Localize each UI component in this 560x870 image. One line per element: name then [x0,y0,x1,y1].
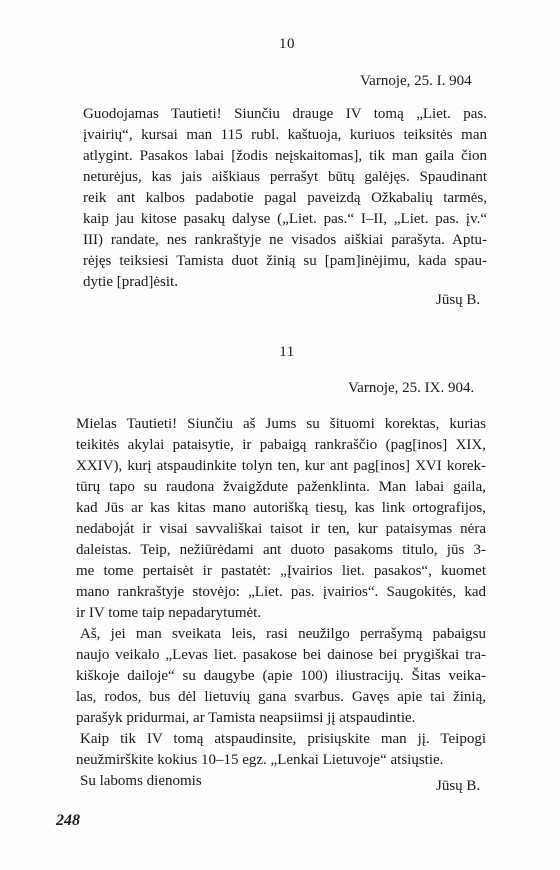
text-line: Su laboms dienomis [80,773,202,789]
text-line: parašyk pridurmai, ar Tamista neapsiimsi jį atspaudintie. [76,710,416,726]
letter-body [83,104,487,293]
text-line: teikitės akylai pataisytie, ir pabaigą rankraščio (pag[inos] XIX, [76,437,486,453]
page-number: 248 [56,812,80,829]
text-line: atlygint. Pasakos labai [žodis neįskaitomas], tik man gaila čion [83,148,487,164]
text-line: kad Jūs ar kas kitas mano autorišką tiesų, kas link ortografijos, [76,500,486,516]
text-line: III) randate, nes rankraštyje ne visados aiškiai parašyta. Aptu- [83,232,487,248]
text-line: įvairių“, kursai man 115 rubl. kaštuoja, kuriuos teiksitės man [83,127,487,143]
text-line: Mielas Tautieti! Siunčiu aš Jums su šituomi korektas, kurias [76,416,486,432]
text-line: ir IV tome taip nepadarytumėt. [76,605,262,621]
text-line: mano rankraštyje stovėjo: „Liet. pas. įvairios“. Saugokitės, kad [76,584,486,600]
text-line: kaip jau kitose pasakų dalyse („Liet. pas.“ I–II, „Liet. pas. įv.“ [83,211,487,227]
signature: Jūsų B. [436,292,481,308]
text-line: me tome pertaisėt ir pastatėt: „Įvairios liet. pasakos“, kuomet [76,563,486,579]
text-line: dytie [prad]ėsit. [83,274,178,290]
text-line: daleistas. Teip, nežiūrėdami ant duoto pasakoms titulo, jūs 3- [76,542,486,558]
text-line: rėjęs teiksiesi Tamista duot žinią su [pam]inėjimu, kada spau- [83,253,487,269]
text-line: XXIV), kurį atspaudinkite tolyn ten, kur ant pag[inos] XVI korek- [76,458,486,474]
text-line: Aš, jei man sveikata leis, rasi neužilgo perrašymą pabaigsu [80,626,486,642]
text-line: las, rodos, bus dėl lietuvių gana svarbus. Gavęs apie tai žinią, [76,689,486,705]
letter-body [76,414,486,792]
signature: Jūsų B. [436,778,481,794]
text-line: reik ant kalbos padabotie pagal paveizdą Ožkabalių tarmės, [83,190,487,206]
text-line: Kaip tik IV tomą atspaudinsite, prisiųskite man jį. Teipogi [80,731,486,747]
letter-number: 10 [279,36,295,52]
letter-place-date: Varnoje, 25. IX. 904. [348,380,475,396]
text-line: neturėjus, kas jais aiškiaus perrašyt būtų galėjęs. Spaudinant [83,169,487,185]
text-line: Guodojamas Tautieti! Siunčiu drauge IV tomą „Liet. pas. [83,106,487,122]
text-line: nedaboját ir visai savvališkai taisot ir ten, kur pataisymas nėra [76,521,486,537]
letter-place-date: Varnoje, 25. I. 904 [360,73,472,89]
text-line: neužmirškite kokius 10–15 egz. „Lenkai Lietuvoje“ atsiųstie. [76,752,444,768]
text-line: naujo veikalo „Levas liet. pasakose bei dainose bei prygiškai tra- [76,647,486,663]
text-line: kiškoje dailoje“ su daugybe (apie 100) iliustracijų. Šitas veika- [76,668,486,684]
text-line: tūrų tapo su raudona žvaigždute paženklinta. Man labai gaila, [76,479,486,495]
letter-number: 11 [279,344,295,360]
